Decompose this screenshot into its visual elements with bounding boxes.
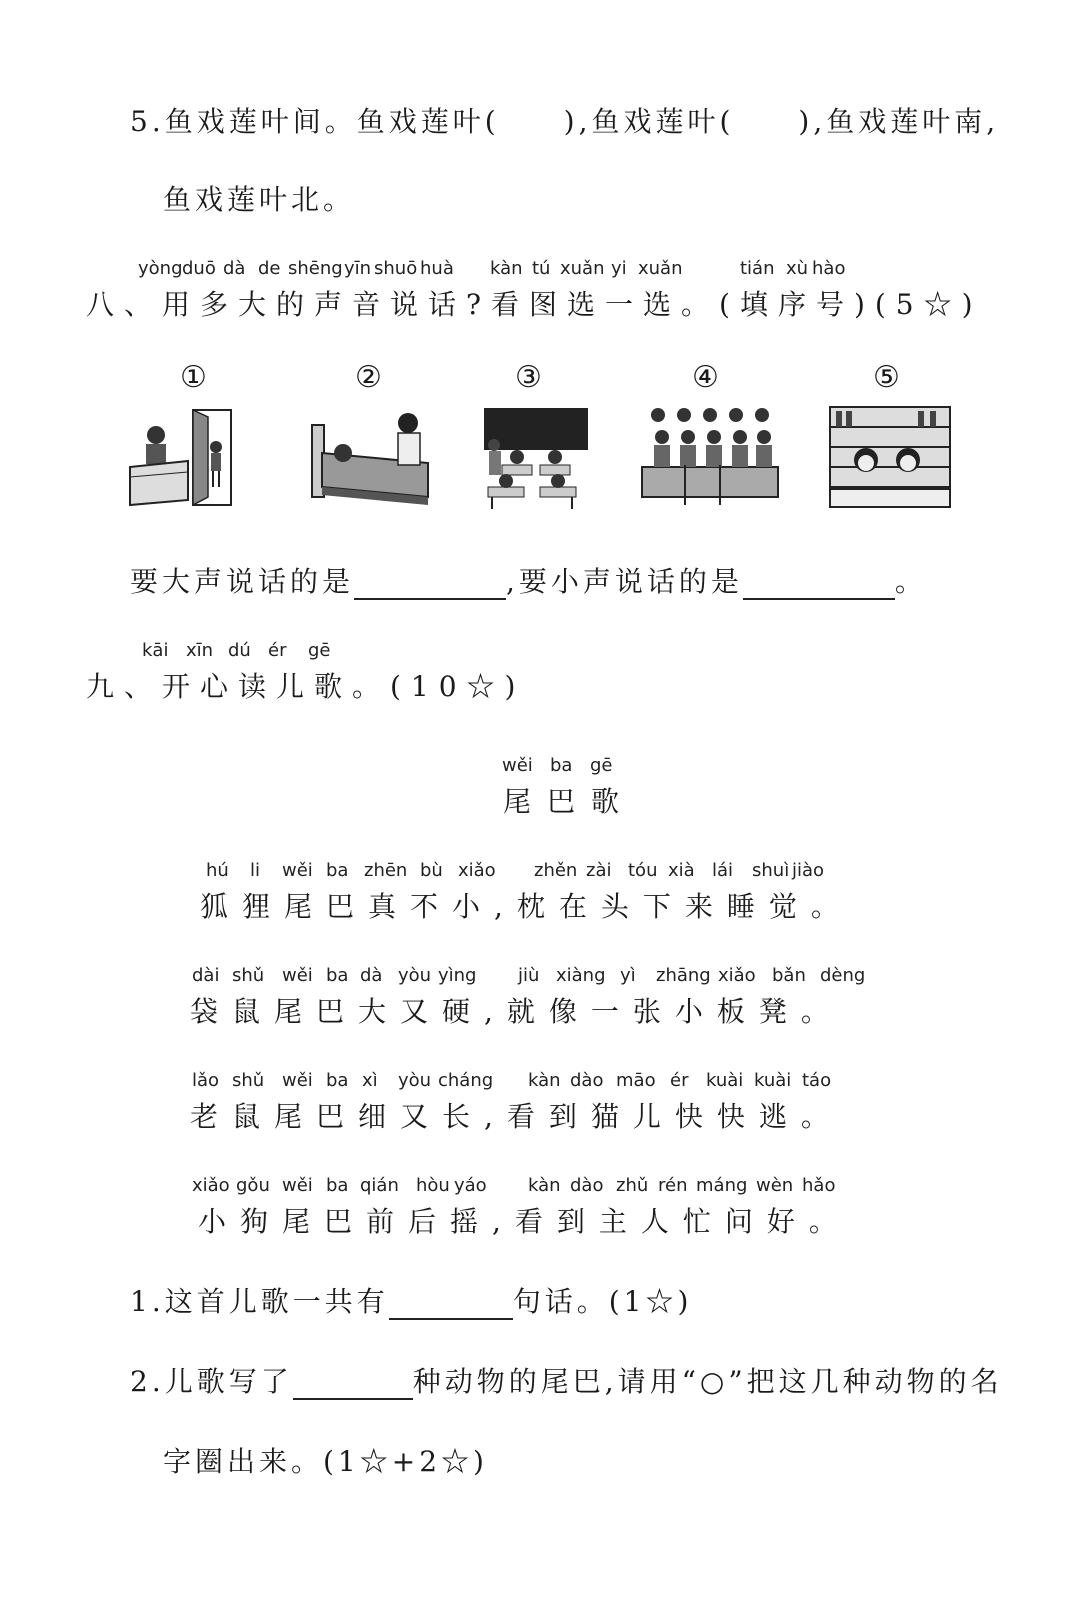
label-2: ② — [355, 360, 382, 395]
pinyin: yòu — [398, 965, 432, 986]
classroom-scene-image — [482, 405, 590, 510]
pinyin: dèng — [820, 965, 866, 986]
pinyin: wěi — [502, 755, 533, 776]
pinyin: lǎo — [192, 1070, 220, 1091]
pinyin: gē — [590, 755, 613, 776]
pinyin: kàn — [528, 1070, 561, 1091]
pinyin: kuài — [706, 1070, 744, 1091]
end-mark: 。 — [894, 565, 927, 598]
loud-answer-blank[interactable] — [354, 572, 506, 600]
pinyin: táo — [802, 1070, 832, 1091]
poem-line2: 袋鼠尾巴大又硬,就像一张小板凳。 — [190, 995, 843, 1028]
poem-line1: 狐狸尾巴真不小,枕在头下来睡觉。 — [200, 890, 853, 923]
poem-line4: 小狗尾巴前后摇,看到主人忙问好。 — [198, 1205, 851, 1238]
pinyin: hǎo — [802, 1175, 836, 1196]
pinyin: zhǔ — [616, 1175, 649, 1196]
pinyin: tóu — [628, 860, 658, 881]
q1-answer-blank[interactable] — [389, 1292, 513, 1320]
bedroom-sleeping-scene-image — [308, 405, 436, 510]
q5-line1: 5.鱼戏莲叶间。鱼戏莲叶( ),鱼戏莲叶( ),鱼戏莲叶南, — [130, 105, 1000, 138]
q2-suffix: 种动物的尾巴,请用“○”把这几种动物的名 — [412, 1365, 1003, 1398]
pinyin: gē — [308, 640, 331, 661]
q5-line2: 鱼戏莲叶北。 — [163, 183, 356, 216]
q2-line1 — [130, 1360, 1003, 1400]
pinyin: yì — [620, 965, 636, 986]
section9-title: 九、开心读儿歌。(10☆) — [86, 670, 526, 703]
pinyin: jiào — [792, 860, 825, 881]
pinyin: zài — [586, 860, 612, 881]
pinyin: zhēn — [364, 860, 408, 881]
pinyin: wěi — [282, 965, 313, 986]
section8-pinyin-row — [138, 258, 898, 282]
pinyin: bǎn — [772, 965, 806, 986]
pinyin: xīn — [186, 640, 214, 661]
pinyin: wěi — [282, 860, 313, 881]
pinyin: dú — [228, 640, 251, 661]
pinyin: kàn — [490, 258, 523, 279]
q1-prompt: 1.这首儿歌一共有 — [130, 1285, 389, 1318]
q2-answer-blank[interactable] — [293, 1372, 413, 1400]
q2-prompt: 2.儿歌写了 — [130, 1365, 293, 1398]
pinyin: yīn — [344, 258, 372, 279]
pinyin: dà — [360, 965, 383, 986]
pinyin: dài — [192, 965, 220, 986]
pinyin: ba — [326, 1070, 349, 1091]
pinyin: māo — [616, 1070, 656, 1091]
pinyin: dào — [570, 1070, 604, 1091]
label-5: ⑤ — [873, 360, 900, 395]
pinyin: ér — [670, 1070, 689, 1091]
poem-title-pinyin — [502, 755, 622, 779]
pinyin: duō — [182, 258, 216, 279]
pinyin: ba — [326, 965, 349, 986]
pinyin: ba — [550, 755, 573, 776]
pinyin: jiù — [518, 965, 540, 986]
pinyin: shǔ — [232, 1070, 265, 1091]
pinyin: yìng — [438, 965, 477, 986]
pinyin: shuì — [752, 860, 790, 881]
poem-line1-pinyin — [206, 860, 866, 884]
poem-line2-pinyin — [192, 965, 872, 989]
poem-line3: 老鼠尾巴细又长,看到猫儿快快逃。 — [190, 1100, 843, 1133]
loud-label: 要大声说话的是 — [130, 565, 355, 598]
pinyin: xù — [786, 258, 809, 279]
pinyin: shēng — [288, 258, 343, 279]
pinyin: xì — [362, 1070, 378, 1091]
q1-suffix: 句话。(1☆) — [512, 1285, 693, 1318]
section8-title: 八、用多大的声音说话?看图选一选。(填序号)(5☆) — [86, 288, 983, 321]
pinyin: yòu — [398, 1070, 432, 1091]
pinyin: bù — [420, 860, 443, 881]
pinyin: shǔ — [232, 965, 265, 986]
pinyin: xuǎn — [638, 258, 683, 279]
quiet-answer-blank[interactable] — [743, 572, 895, 600]
q2-line2: 字圈出来。(1☆+2☆) — [163, 1445, 488, 1478]
pinyin: xiǎo — [718, 965, 756, 986]
pinyin: xià — [668, 860, 695, 881]
pinyin: gǒu — [236, 1175, 270, 1196]
section9-pinyin-row — [142, 640, 382, 664]
pinyin: xiǎo — [458, 860, 496, 881]
pinyin: dà — [223, 258, 246, 279]
pinyin: kāi — [142, 640, 169, 661]
pinyin: wěi — [282, 1175, 313, 1196]
pinyin: yáo — [454, 1175, 487, 1196]
pinyin: cháng — [438, 1070, 494, 1091]
office-door-scene-image — [128, 405, 248, 510]
pinyin: wèn — [756, 1175, 794, 1196]
pinyin: ba — [326, 860, 349, 881]
pinyin: qián — [360, 1175, 399, 1196]
pinyin: zhāng — [656, 965, 711, 986]
pinyin: máng — [696, 1175, 748, 1196]
pinyin: hú — [206, 860, 229, 881]
pinyin: rén — [658, 1175, 688, 1196]
pinyin: shuō — [374, 258, 418, 279]
pinyin: tú — [532, 258, 551, 279]
pinyin: ba — [326, 1175, 349, 1196]
pinyin: de — [258, 258, 281, 279]
pinyin: yòng — [138, 258, 183, 279]
pinyin: lái — [712, 860, 734, 881]
pinyin: yi — [611, 258, 627, 279]
q1-line — [130, 1280, 692, 1320]
pinyin: ér — [268, 640, 287, 661]
pinyin: xiǎo — [192, 1175, 230, 1196]
pinyin: huà — [420, 258, 454, 279]
pinyin: tián — [740, 258, 775, 279]
pinyin: hòu — [416, 1175, 450, 1196]
poem-title: 尾巴歌 — [503, 785, 636, 818]
pinyin: zhěn — [534, 860, 578, 881]
choir-stage-scene-image — [640, 405, 780, 510]
poem-line3-pinyin — [192, 1070, 872, 1094]
pinyin: xiàng — [556, 965, 606, 986]
pinyin: li — [250, 860, 261, 881]
pinyin: kuài — [754, 1070, 792, 1091]
quiet-label: ,要小声说话的是 — [506, 565, 743, 598]
section8-answer-line — [130, 560, 927, 600]
pinyin: dào — [570, 1175, 604, 1196]
label-1: ① — [180, 360, 207, 395]
pinyin: kàn — [528, 1175, 561, 1196]
pinyin: hào — [812, 258, 846, 279]
pinyin: xuǎn — [560, 258, 605, 279]
library-scene-image — [828, 405, 952, 510]
poem-line4-pinyin — [192, 1175, 872, 1199]
pinyin: wěi — [282, 1070, 313, 1091]
label-3: ③ — [515, 360, 542, 395]
label-4: ④ — [692, 360, 719, 395]
